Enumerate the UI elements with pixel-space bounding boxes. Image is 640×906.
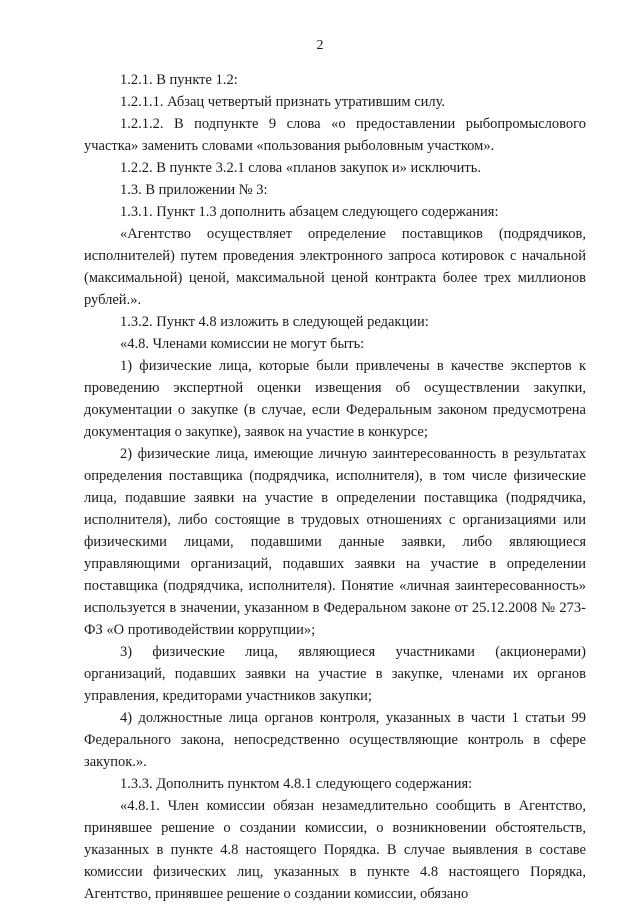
paragraph: 1.3.2. Пункт 4.8 изложить в следующей редакции: — [120, 314, 429, 330]
paragraph: 1.2.1.2. В подпункте 9 слова «о предоставлении рыбопромыслового участка» заменить словами «пользования рыболовным участком». — [84, 116, 586, 154]
paragraph: 1.3.3. Дополнить пунктом 4.8.1 следующего содержания: — [120, 776, 473, 792]
paragraph: 4) должностные лица органов контроля, указанных в части 1 статьи 99 Федерального закона, непосредственно осуществляющие контроль в сфере закупок.». — [84, 710, 586, 770]
paragraph: 1.2.2. В пункте 3.2.1 слова «планов закупок и» исключить. — [120, 160, 481, 176]
document-body — [84, 69, 586, 905]
paragraph: 1.2.1.1. Абзац четвертый признать утратившим силу. — [120, 94, 446, 110]
paragraph: 2) физические лица, имеющие личную заинтересованность в результатах определения поставщика (подрядчика, исполнителя), в том числе физические лица, подавшие заявки на участие в определении поставщика (подрядчика, исполнителя), либо состоящие в трудовых отношениях с организациями или физическими лицами, подавшими данные заявки, либо являющиеся управляющими организаций, подавших заявки на участие в определении поставщика (подрядчика, исполнителя). Понятие «личная заинтересованность» используется в значении, указанном в Федеральном законе от 25.12.2008 № 273-ФЗ «О противодействии коррупции»; — [84, 446, 586, 638]
paragraph: 1) физические лица, которые были привлечены в качестве экспертов к проведению экспертной оценки извещения об осуществлении закупки, документации о закупке (в случае, если Федеральным законом предусмотрена документация о закупке), заявок на участие в конкурсе; — [84, 358, 586, 440]
paragraph: 3) физические лица, являющиеся участниками (акционерами) организаций, подавших заявки на участие в закупке, членами их органов управления, кредиторами участников закупки; — [84, 644, 586, 704]
page-number: 2 — [316, 38, 324, 53]
paragraph: «Агентство осуществляет определение поставщиков (подрядчиков, исполнителей) путем проведения электронного запроса котировок с начальной (максимальной) ценой, максимальной ценой контракта более трех миллионов рублей.». — [84, 226, 586, 308]
paragraph: 1.2.1. В пункте 1.2: — [120, 72, 238, 88]
paragraph: «4.8. Членами комиссии не могут быть: — [120, 336, 365, 352]
paragraph: «4.8.1. Член комиссии обязан незамедлительно сообщить в Агентство, принявшее решение о создании комиссии, о возникновении обстоятельств, указанных в пункте 4.8 настоящего Порядка. В случае выявления в составе комиссии физических лиц, указанных в пункте 4.8 настоящего Порядка, Агентство, принявшее решение о создании комиссии, обязано — [84, 798, 586, 902]
paragraph: 1.3. В приложении № 3: — [120, 182, 268, 198]
paragraph: 1.3.1. Пункт 1.3 дополнить абзацем следующего содержания: — [120, 204, 499, 220]
